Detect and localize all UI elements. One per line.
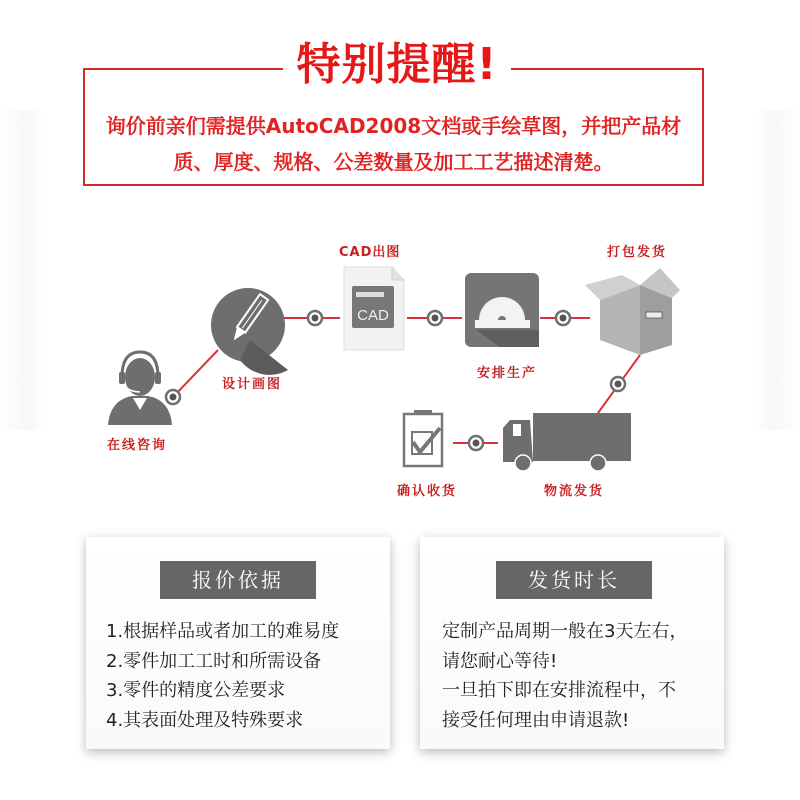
- pricing-item: 3.零件的精度公差要求: [106, 680, 286, 701]
- pencil-icon: [211, 288, 288, 375]
- node-dot-icon: [611, 377, 625, 391]
- svg-text:CAD: CAD: [357, 307, 389, 324]
- delivery-text-line: 一旦拍下即在安排流程中，不: [442, 680, 676, 701]
- delivery-text-line: 接受任何理由申请退款!: [442, 709, 630, 731]
- delivery-text-line: 定制产品周期一般在3天左右，: [442, 621, 688, 642]
- notice-text-line-1: 询价前亲们需提供AutoCAD2008文档或手绘草图，并把产品材: [105, 114, 682, 138]
- delivery-time-panel: [420, 537, 724, 749]
- node-dot-icon: [428, 311, 442, 325]
- step-label-cad-output: CAD出图: [339, 245, 401, 260]
- step-label-production: 安排生产: [477, 366, 538, 381]
- pricing-basis-panel: [86, 537, 390, 749]
- cardboard-box-icon: [585, 268, 680, 355]
- pricing-basis-list: [106, 617, 380, 735]
- delivery-time-title: 发货时长: [496, 561, 652, 599]
- step-label-online-consult: 在线咨询: [107, 438, 168, 453]
- step-label-logistics: 物流发货: [544, 484, 605, 499]
- delivery-time-text: [442, 617, 714, 735]
- checklist-clipboard-icon: [404, 410, 442, 466]
- notice-text-line-2: 质、厚度、规格、公差数量及加工工艺描述清楚。: [173, 150, 614, 174]
- node-dot-icon: [308, 311, 322, 325]
- saw-blade-icon: [465, 273, 539, 347]
- node-dot-icon: [166, 390, 180, 404]
- node-dot-icon: [556, 311, 570, 325]
- notice-title: 特别提醒!: [283, 30, 511, 100]
- truck-icon: [503, 413, 631, 471]
- step-label-design-drawing: 设计画图: [222, 377, 283, 392]
- step-label-confirm-receipt: 确认收货: [397, 484, 458, 499]
- pricing-item: 1.根据样品或者加工的难易度: [106, 621, 340, 642]
- customer-service-headset-icon: [108, 352, 172, 425]
- step-label-packing: 打包发货: [607, 245, 668, 260]
- pricing-item: 4.其表面处理及特殊要求: [106, 709, 304, 731]
- delivery-text-line: 请您耐心等待!: [442, 650, 558, 672]
- cad-document-icon: [344, 267, 404, 350]
- node-dot-icon: [469, 436, 483, 450]
- pricing-basis-title: 报价依据: [160, 561, 316, 599]
- pricing-item: 2.零件加工工时和所需设备: [106, 650, 322, 672]
